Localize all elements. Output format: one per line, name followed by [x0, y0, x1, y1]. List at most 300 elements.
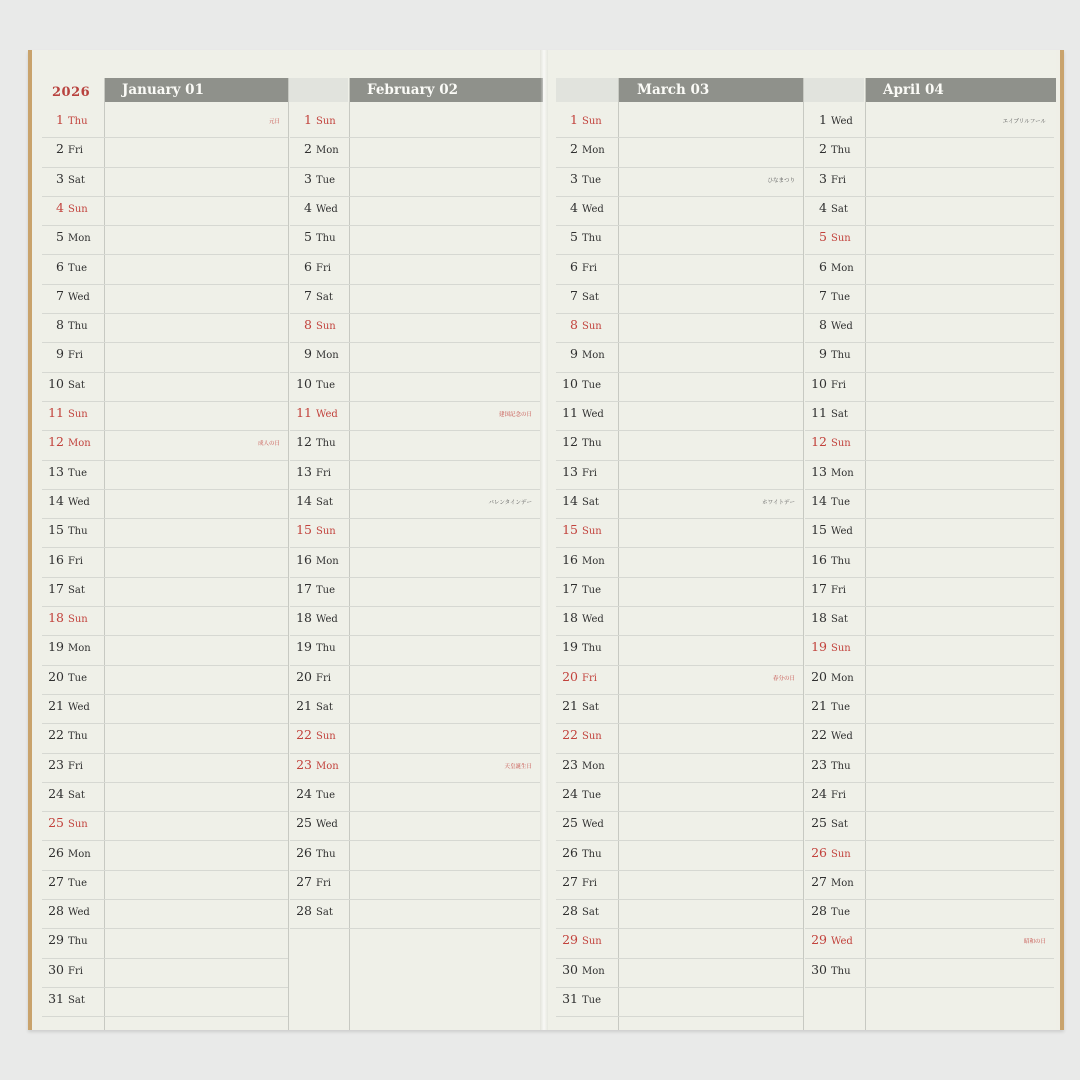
day-label [556, 229, 626, 244]
day-number: 16 [48, 551, 64, 567]
day-row[interactable] [805, 489, 1054, 519]
day-row[interactable] [556, 899, 803, 929]
day-row[interactable] [556, 342, 803, 372]
day-label [556, 171, 626, 186]
day-label [42, 874, 112, 889]
day-row[interactable] [290, 460, 540, 490]
day-label [556, 698, 626, 713]
day-row[interactable] [42, 518, 288, 548]
day-of-week: Thu [831, 350, 851, 362]
day-number: 15 [48, 522, 64, 538]
day-label [805, 698, 875, 713]
day-of-week: Thu [582, 233, 602, 245]
day-number: 27 [48, 873, 64, 889]
day-of-week: Mon [831, 467, 854, 479]
day-number: 8 [304, 317, 312, 333]
day-row[interactable] [42, 782, 288, 812]
day-of-week: Fri [582, 467, 597, 479]
day-row[interactable] [556, 548, 803, 578]
holiday-note: バレンタインデー [488, 499, 532, 506]
day-row[interactable] [290, 782, 540, 812]
day-row[interactable] [805, 899, 1054, 929]
day-label [556, 434, 626, 449]
day-number: 1 [819, 112, 827, 127]
day-row[interactable] [805, 225, 1054, 255]
day-number: 2 [570, 141, 578, 157]
day-row[interactable] [805, 401, 1054, 431]
day-row[interactable] [290, 401, 540, 431]
day-row[interactable] [42, 606, 288, 636]
day-row[interactable] [42, 401, 288, 431]
day-label [805, 639, 875, 654]
day-of-week: Fri [68, 965, 83, 977]
day-of-week: Tue [582, 174, 602, 186]
day-row[interactable] [805, 606, 1054, 636]
day-label [556, 991, 626, 1006]
day-row[interactable] [556, 255, 803, 285]
day-number: 8 [819, 317, 827, 333]
day-row[interactable] [556, 372, 803, 402]
day-label [42, 610, 112, 625]
day-row[interactable] [556, 196, 803, 226]
day-number: 3 [304, 170, 312, 186]
day-row[interactable] [42, 342, 288, 372]
day-number: 1 [56, 112, 64, 127]
day-row[interactable] [556, 958, 803, 988]
day-of-week: Sat [316, 496, 333, 508]
day-number: 20 [562, 668, 578, 684]
day-row[interactable] [805, 196, 1054, 226]
day-number: 7 [819, 287, 827, 303]
day-of-week: Wed [316, 203, 338, 215]
day-row[interactable] [805, 958, 1054, 988]
day-row[interactable] [556, 635, 803, 665]
day-row[interactable] [42, 958, 288, 988]
day-row[interactable] [805, 694, 1054, 724]
day-of-week: Mon [582, 145, 605, 157]
year-label: 2026 [52, 85, 91, 100]
day-row[interactable] [42, 665, 288, 695]
day-of-week: Thu [582, 643, 602, 655]
day-label [290, 552, 360, 567]
day-row[interactable] [805, 723, 1054, 753]
day-of-week: Wed [831, 526, 853, 538]
day-row[interactable] [290, 606, 540, 636]
day-row[interactable] [556, 225, 803, 255]
day-row[interactable] [556, 782, 803, 812]
day-of-week: Mon [316, 145, 339, 157]
day-row[interactable] [42, 225, 288, 255]
month-header-march: March 03 [619, 78, 803, 102]
day-label [42, 903, 112, 918]
day-number: 22 [562, 727, 578, 743]
day-row[interactable] [556, 108, 803, 138]
day-row[interactable] [805, 548, 1054, 578]
day-row[interactable] [805, 811, 1054, 841]
day-row[interactable] [42, 108, 288, 138]
day-row[interactable] [42, 987, 288, 1017]
day-row[interactable] [42, 928, 288, 958]
day-row[interactable] [805, 342, 1054, 372]
day-row[interactable] [556, 518, 803, 548]
day-label [805, 815, 875, 830]
day-of-week: Fri [831, 789, 846, 801]
day-row[interactable] [42, 196, 288, 226]
day-of-week: Fri [316, 467, 331, 479]
day-of-week: Mon [316, 760, 339, 772]
day-number: 23 [296, 756, 312, 772]
day-number: 18 [296, 610, 312, 626]
day-of-week: Tue [831, 702, 851, 713]
day-of-week: Wed [831, 116, 853, 127]
day-row[interactable] [42, 870, 288, 900]
day-row[interactable] [290, 108, 540, 138]
day-label [290, 200, 360, 215]
day-row[interactable] [42, 313, 288, 343]
day-label [805, 522, 875, 537]
day-row[interactable] [805, 665, 1054, 695]
day-row[interactable] [805, 753, 1054, 783]
day-row[interactable] [42, 694, 288, 724]
day-number: 21 [296, 698, 312, 713]
day-row[interactable] [556, 841, 803, 871]
day-of-week: Mon [68, 438, 91, 450]
day-row[interactable] [290, 753, 540, 783]
day-of-week: Thu [831, 965, 851, 977]
day-number: 23 [562, 756, 578, 772]
day-label [42, 141, 112, 156]
day-label [42, 581, 112, 596]
day-of-week: Sun [831, 233, 851, 245]
day-row[interactable] [42, 430, 288, 460]
day-row[interactable] [556, 665, 803, 695]
day-number: 11 [811, 405, 827, 420]
day-row[interactable] [290, 313, 540, 343]
day-label [805, 376, 875, 391]
holiday-note: 春分の日 [772, 675, 795, 682]
day-row[interactable] [556, 606, 803, 636]
day-row[interactable] [556, 401, 803, 431]
day-of-week: Sun [316, 116, 336, 127]
day-row[interactable] [290, 665, 540, 695]
day-of-week: Wed [316, 819, 338, 831]
day-row[interactable] [42, 489, 288, 519]
day-of-week: Sat [831, 409, 848, 420]
day-number: 18 [811, 610, 827, 626]
day-number: 5 [570, 229, 578, 245]
day-number: 7 [570, 287, 578, 303]
day-number: 14 [48, 492, 64, 508]
day-of-week: Wed [68, 291, 90, 303]
day-row[interactable] [42, 548, 288, 578]
day-number: 21 [48, 698, 64, 713]
day-label [42, 552, 112, 567]
day-label [805, 464, 875, 479]
day-row[interactable] [42, 460, 288, 490]
day-number: 28 [48, 903, 64, 919]
day-row[interactable] [290, 870, 540, 900]
day-row[interactable] [290, 548, 540, 578]
day-row[interactable] [290, 196, 540, 226]
day-of-week: Thu [316, 643, 336, 655]
month-header-january: January 01 [104, 78, 288, 102]
day-row[interactable] [556, 928, 803, 958]
day-row[interactable] [556, 723, 803, 753]
day-row[interactable] [556, 167, 803, 197]
day-label [290, 464, 360, 479]
day-label [290, 815, 360, 830]
day-row[interactable] [290, 577, 540, 607]
day-number: 24 [811, 785, 827, 801]
day-of-week: Sun [831, 643, 851, 655]
holiday-note: 昭和の日 [1023, 939, 1046, 946]
day-label [556, 815, 626, 830]
day-of-week: Sat [68, 584, 85, 596]
holiday-note: ひなまつり [767, 177, 795, 184]
day-of-week: Wed [831, 321, 853, 333]
day-row[interactable] [290, 284, 540, 314]
day-of-week: Tue [68, 262, 88, 274]
day-of-week: Sun [68, 203, 88, 215]
day-label [42, 171, 112, 186]
day-of-week: Sat [831, 614, 848, 626]
day-row[interactable] [805, 577, 1054, 607]
day-row[interactable] [556, 811, 803, 841]
month-column-january [42, 108, 288, 1030]
day-number: 8 [570, 317, 578, 333]
month-column-february [290, 108, 540, 1030]
day-row[interactable] [556, 430, 803, 460]
day-number: 18 [48, 610, 64, 626]
day-of-week: Tue [831, 496, 851, 508]
day-number: 25 [48, 815, 64, 831]
day-label [42, 757, 112, 772]
day-number: 12 [296, 434, 312, 450]
day-row[interactable] [290, 694, 540, 724]
day-row[interactable] [42, 137, 288, 167]
day-row[interactable] [42, 284, 288, 314]
day-label [556, 757, 626, 772]
day-row[interactable] [290, 137, 540, 167]
day-of-week: Mon [68, 848, 91, 860]
day-number: 10 [811, 375, 827, 391]
day-number: 13 [48, 463, 64, 479]
day-of-week: Thu [68, 526, 88, 538]
day-label [42, 669, 112, 684]
month-column-april [805, 108, 1054, 1030]
day-number: 25 [811, 815, 827, 831]
day-label [290, 874, 360, 889]
day-row[interactable] [805, 870, 1054, 900]
day-row[interactable] [42, 577, 288, 607]
day-row[interactable] [290, 841, 540, 871]
day-row[interactable] [805, 841, 1054, 871]
day-number: 22 [296, 727, 312, 743]
day-of-week: Tue [316, 584, 336, 596]
day-number: 3 [570, 170, 578, 186]
day-of-week: Tue [582, 995, 602, 1006]
day-row[interactable] [290, 342, 540, 372]
day-number: 4 [56, 199, 64, 215]
day-number: 3 [819, 170, 827, 186]
day-row[interactable] [290, 518, 540, 548]
day-row[interactable] [805, 137, 1054, 167]
day-number: 19 [811, 639, 827, 655]
planner-spread [28, 50, 1064, 1030]
day-row[interactable] [805, 928, 1054, 958]
day-row[interactable] [290, 430, 540, 460]
day-number: 21 [811, 698, 827, 713]
day-label [290, 786, 360, 801]
day-row[interactable] [805, 635, 1054, 665]
day-row[interactable] [805, 460, 1054, 490]
day-number: 1 [570, 112, 578, 127]
day-number: 13 [296, 463, 312, 479]
day-row[interactable] [556, 137, 803, 167]
day-row[interactable] [556, 313, 803, 343]
day-number: 2 [819, 141, 827, 157]
day-of-week: Wed [68, 702, 90, 713]
day-number: 8 [56, 317, 64, 333]
day-label [42, 815, 112, 830]
day-row[interactable] [290, 723, 540, 753]
day-of-week: Mon [582, 760, 605, 772]
day-label [556, 639, 626, 654]
day-number: 14 [562, 492, 578, 508]
month-column-march [556, 108, 803, 1030]
day-row[interactable] [805, 313, 1054, 343]
day-label [805, 757, 875, 772]
day-number: 21 [562, 698, 578, 713]
day-label [556, 845, 626, 860]
day-row[interactable] [290, 372, 540, 402]
day-row[interactable] [805, 255, 1054, 285]
day-row[interactable] [556, 870, 803, 900]
day-label [290, 112, 360, 127]
day-number: 28 [296, 903, 312, 919]
day-row[interactable] [42, 167, 288, 197]
column-rule [803, 78, 804, 1030]
day-label [290, 522, 360, 537]
day-row[interactable] [290, 167, 540, 197]
day-number: 24 [296, 785, 312, 801]
day-row[interactable] [805, 108, 1054, 138]
day-label [805, 317, 875, 332]
day-row[interactable] [805, 372, 1054, 402]
day-of-week: Sat [316, 291, 333, 303]
day-label [42, 493, 112, 508]
holiday-note: 建国記念の日 [498, 412, 532, 418]
day-label [556, 610, 626, 625]
day-row[interactable] [556, 753, 803, 783]
day-row[interactable] [556, 577, 803, 607]
day-row[interactable] [290, 899, 540, 929]
day-row[interactable] [290, 255, 540, 285]
day-row[interactable] [556, 460, 803, 490]
day-label [805, 405, 875, 420]
day-of-week: Sat [68, 789, 85, 801]
day-row[interactable] [556, 987, 803, 1017]
day-of-week: Mon [316, 555, 339, 567]
day-label [805, 962, 875, 977]
day-row[interactable] [805, 284, 1054, 314]
day-number: 12 [811, 434, 827, 450]
day-label [805, 229, 875, 244]
right-page [544, 50, 1056, 1030]
day-row[interactable] [42, 811, 288, 841]
day-label [290, 639, 360, 654]
day-of-week: Thu [831, 145, 851, 157]
day-of-week: Fri [831, 379, 846, 391]
day-of-week: Thu [582, 438, 602, 450]
day-number: 4 [304, 199, 312, 215]
day-row[interactable] [556, 284, 803, 314]
header-spacer [289, 78, 348, 102]
day-label [42, 112, 112, 127]
day-row[interactable] [290, 811, 540, 841]
day-of-week: Sat [582, 702, 599, 713]
day-of-week: Mon [831, 877, 854, 889]
day-number: 29 [562, 932, 578, 948]
day-of-week: Sat [582, 291, 599, 303]
day-label [290, 317, 360, 332]
day-label [42, 259, 112, 274]
day-number: 29 [811, 932, 827, 948]
day-label [42, 229, 112, 244]
day-label [805, 493, 875, 508]
day-of-week: Fri [68, 350, 83, 362]
day-row[interactable] [42, 723, 288, 753]
day-number: 4 [819, 199, 827, 215]
day-label [805, 669, 875, 684]
day-label [290, 669, 360, 684]
day-label [805, 288, 875, 303]
day-row[interactable] [556, 694, 803, 724]
day-row[interactable] [290, 225, 540, 255]
day-row[interactable] [42, 841, 288, 871]
header-spacer [804, 78, 864, 102]
day-label [805, 200, 875, 215]
day-number: 9 [56, 346, 64, 362]
day-of-week: Sat [582, 496, 599, 508]
day-row[interactable] [805, 167, 1054, 197]
day-row[interactable] [42, 635, 288, 665]
day-row[interactable] [805, 518, 1054, 548]
header-spacer [556, 78, 618, 102]
day-of-week: Wed [831, 936, 853, 948]
day-of-week: Mon [68, 233, 91, 245]
day-number: 19 [562, 639, 578, 655]
day-row[interactable] [42, 899, 288, 929]
day-number: 20 [296, 668, 312, 684]
day-label [42, 522, 112, 537]
day-row[interactable] [805, 430, 1054, 460]
day-row[interactable] [42, 255, 288, 285]
day-row[interactable] [42, 753, 288, 783]
day-label [805, 610, 875, 625]
day-row[interactable] [42, 372, 288, 402]
day-label [805, 786, 875, 801]
day-of-week: Tue [582, 789, 602, 801]
day-number: 14 [811, 492, 827, 508]
day-row[interactable] [805, 782, 1054, 812]
day-label [42, 962, 112, 977]
day-row[interactable] [556, 489, 803, 519]
day-number: 28 [811, 903, 827, 919]
day-row[interactable] [290, 489, 540, 519]
day-row[interactable] [290, 635, 540, 665]
day-of-week: Wed [582, 203, 604, 215]
